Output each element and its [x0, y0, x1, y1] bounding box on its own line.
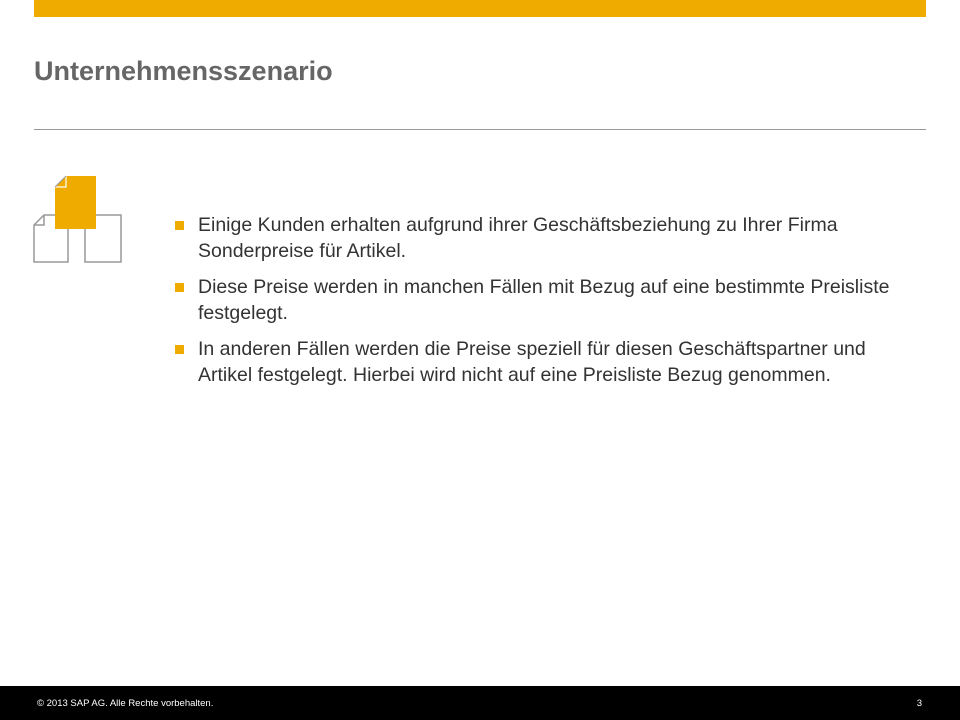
- square-bullet-icon: [175, 345, 184, 354]
- bullet-text: In anderen Fällen werden die Preise speziell für diesen Geschäftspartner und Artikel festgelegt. Hierbei wird nicht auf eine Preisliste Bezug genommen.: [198, 338, 866, 386]
- top-accent-bar: [34, 0, 926, 17]
- bullet-item: [175, 336, 920, 388]
- bullet-text: Einige Kunden erhalten aufgrund ihrer Geschäftsbeziehung zu Ihrer Firma Sonderpreise für Artikel.: [198, 214, 838, 262]
- bullet-item: [175, 274, 920, 326]
- bullet-text: Diese Preise werden in manchen Fällen mit Bezug auf eine bestimmte Preisliste festgelegt.: [198, 276, 890, 324]
- copyright-text: © 2013 SAP AG. Alle Rechte vorbehalten.: [37, 698, 214, 709]
- title-divider: [34, 129, 926, 130]
- page-number: 3: [916, 698, 922, 709]
- footer-bar: [0, 686, 960, 720]
- documents-icon: [30, 172, 126, 268]
- square-bullet-icon: [175, 221, 184, 230]
- bullet-list: [175, 212, 920, 398]
- bullet-item: [175, 212, 920, 264]
- square-bullet-icon: [175, 283, 184, 292]
- slide-title: Unternehmensszenario: [34, 56, 333, 86]
